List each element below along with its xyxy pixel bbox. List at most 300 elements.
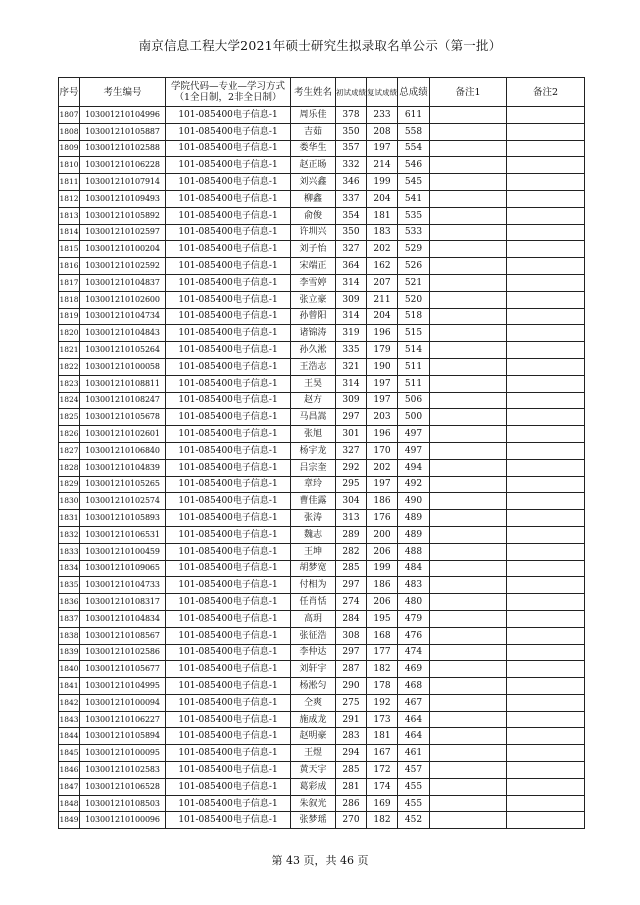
cell-name: 付相为 — [291, 577, 336, 594]
table-row — [59, 123, 585, 140]
cell-program: 101-085400电子信息-1 — [166, 190, 291, 207]
cell-seq: 1847 — [59, 778, 80, 795]
cell-initial-score: 327 — [336, 442, 367, 459]
cell-initial-score: 289 — [336, 526, 367, 543]
cell-total-score: 461 — [398, 745, 430, 762]
cell-name: 赵正旸 — [291, 157, 336, 174]
cell-seq: 1819 — [59, 308, 80, 325]
cell-exam-id: 103001210105893 — [80, 510, 166, 527]
cell-seq: 1839 — [59, 644, 80, 661]
table-row — [59, 426, 585, 443]
admission-table — [58, 77, 585, 829]
cell-note2 — [507, 678, 585, 695]
cell-retest-score: 162 — [367, 258, 398, 275]
cell-note2 — [507, 426, 585, 443]
cell-program: 101-085400电子信息-1 — [166, 308, 291, 325]
cell-initial-score: 292 — [336, 459, 367, 476]
cell-retest-score: 211 — [367, 291, 398, 308]
cell-name: 任肖恬 — [291, 594, 336, 611]
cell-program: 101-085400电子信息-1 — [166, 476, 291, 493]
cell-note1 — [430, 358, 507, 375]
cell-program: 101-085400电子信息-1 — [166, 594, 291, 611]
cell-seq: 1816 — [59, 258, 80, 275]
cell-retest-score: 197 — [367, 375, 398, 392]
cell-program: 101-085400电子信息-1 — [166, 812, 291, 829]
cell-retest-score: 176 — [367, 510, 398, 527]
cell-note1 — [430, 123, 507, 140]
cell-note2 — [507, 577, 585, 594]
cell-exam-id: 103001210105892 — [80, 207, 166, 224]
cell-seq: 1842 — [59, 694, 80, 711]
cell-seq: 1846 — [59, 762, 80, 779]
cell-retest-score: 186 — [367, 493, 398, 510]
cell-note1 — [430, 392, 507, 409]
cell-retest-score: 178 — [367, 678, 398, 695]
cell-note1 — [430, 140, 507, 157]
cell-note2 — [507, 476, 585, 493]
cell-retest-score: 172 — [367, 762, 398, 779]
cell-retest-score: 203 — [367, 409, 398, 426]
cell-note1 — [430, 610, 507, 627]
cell-retest-score: 214 — [367, 157, 398, 174]
cell-note1 — [430, 442, 507, 459]
cell-note2 — [507, 694, 585, 711]
cell-seq: 1838 — [59, 627, 80, 644]
cell-note2 — [507, 308, 585, 325]
cell-total-score: 474 — [398, 644, 430, 661]
cell-total-score: 489 — [398, 526, 430, 543]
cell-program: 101-085400电子信息-1 — [166, 274, 291, 291]
cell-exam-id: 103001210105887 — [80, 123, 166, 140]
cell-exam-id: 103001210109065 — [80, 560, 166, 577]
cell-exam-id: 103001210102574 — [80, 493, 166, 510]
cell-exam-id: 103001210104734 — [80, 308, 166, 325]
table-row — [59, 711, 585, 728]
cell-note2 — [507, 745, 585, 762]
cell-name: 杨淞匀 — [291, 678, 336, 695]
cell-seq: 1814 — [59, 224, 80, 241]
cell-initial-score: 270 — [336, 812, 367, 829]
cell-total-score: 476 — [398, 627, 430, 644]
cell-seq: 1849 — [59, 812, 80, 829]
cell-initial-score: 301 — [336, 426, 367, 443]
cell-retest-score: 206 — [367, 543, 398, 560]
cell-name: 娄华生 — [291, 140, 336, 157]
cell-initial-score: 287 — [336, 661, 367, 678]
table-row — [59, 442, 585, 459]
cell-program: 101-085400电子信息-1 — [166, 258, 291, 275]
col-header-initial-score: 初试成绩 — [336, 78, 367, 107]
cell-retest-score: 204 — [367, 308, 398, 325]
cell-note2 — [507, 610, 585, 627]
cell-total-score: 480 — [398, 594, 430, 611]
cell-retest-score: 199 — [367, 174, 398, 191]
cell-total-score: 545 — [398, 174, 430, 191]
cell-name: 刘轩宇 — [291, 661, 336, 678]
cell-exam-id: 103001210105678 — [80, 409, 166, 426]
cell-note1 — [430, 627, 507, 644]
cell-name: 张立豪 — [291, 291, 336, 308]
cell-name: 胡梦宽 — [291, 560, 336, 577]
cell-exam-id: 103001210104834 — [80, 610, 166, 627]
cell-seq: 1811 — [59, 174, 80, 191]
cell-seq: 1834 — [59, 560, 80, 577]
cell-note2 — [507, 560, 585, 577]
table-row — [59, 325, 585, 342]
cell-total-score: 518 — [398, 308, 430, 325]
cell-initial-score: 304 — [336, 493, 367, 510]
cell-total-score: 488 — [398, 543, 430, 560]
cell-note1 — [430, 526, 507, 543]
cell-name: 吕宗奎 — [291, 459, 336, 476]
table-row — [59, 342, 585, 359]
cell-note2 — [507, 526, 585, 543]
cell-program: 101-085400电子信息-1 — [166, 241, 291, 258]
cell-note1 — [430, 207, 507, 224]
cell-initial-score: 314 — [336, 274, 367, 291]
cell-total-score: 489 — [398, 510, 430, 527]
cell-exam-id: 103001210106840 — [80, 442, 166, 459]
table-row — [59, 375, 585, 392]
cell-note2 — [507, 140, 585, 157]
cell-retest-score: 167 — [367, 745, 398, 762]
cell-note2 — [507, 342, 585, 359]
cell-exam-id: 103001210108317 — [80, 594, 166, 611]
cell-total-score: 490 — [398, 493, 430, 510]
cell-exam-id: 103001210100094 — [80, 694, 166, 711]
cell-seq: 1841 — [59, 678, 80, 695]
cell-initial-score: 275 — [336, 694, 367, 711]
cell-note1 — [430, 510, 507, 527]
cell-retest-score: 190 — [367, 358, 398, 375]
cell-name: 马昌嵩 — [291, 409, 336, 426]
cell-program: 101-085400电子信息-1 — [166, 291, 291, 308]
cell-total-score: 511 — [398, 375, 430, 392]
table-row — [59, 476, 585, 493]
cell-seq: 1822 — [59, 358, 80, 375]
cell-seq: 1824 — [59, 392, 80, 409]
cell-exam-id: 103001210106227 — [80, 711, 166, 728]
cell-retest-score: 196 — [367, 325, 398, 342]
cell-total-score: 494 — [398, 459, 430, 476]
cell-program: 101-085400电子信息-1 — [166, 409, 291, 426]
table-row — [59, 140, 585, 157]
cell-note2 — [507, 594, 585, 611]
col-header-program-line1: 学院代码—专业—学习方式 — [170, 81, 285, 92]
cell-name: 葛彩成 — [291, 778, 336, 795]
cell-retest-score: 182 — [367, 812, 398, 829]
cell-exam-id: 103001210104837 — [80, 274, 166, 291]
cell-program: 101-085400电子信息-1 — [166, 375, 291, 392]
cell-exam-id: 103001210100095 — [80, 745, 166, 762]
cell-note2 — [507, 762, 585, 779]
table-row — [59, 224, 585, 241]
cell-exam-id: 103001210106228 — [80, 157, 166, 174]
cell-exam-id: 103001210104733 — [80, 577, 166, 594]
cell-note2 — [507, 375, 585, 392]
cell-note2 — [507, 123, 585, 140]
cell-program: 101-085400电子信息-1 — [166, 745, 291, 762]
cell-note1 — [430, 476, 507, 493]
cell-name: 朱叙光 — [291, 795, 336, 812]
cell-note2 — [507, 358, 585, 375]
cell-exam-id: 103001210102601 — [80, 426, 166, 443]
cell-program: 101-085400电子信息-1 — [166, 358, 291, 375]
table-row — [59, 778, 585, 795]
cell-note2 — [507, 174, 585, 191]
cell-initial-score: 297 — [336, 577, 367, 594]
cell-program: 101-085400电子信息-1 — [166, 157, 291, 174]
cell-exam-id: 103001210102583 — [80, 762, 166, 779]
cell-initial-score: 286 — [336, 795, 367, 812]
cell-note2 — [507, 661, 585, 678]
cell-total-score: 479 — [398, 610, 430, 627]
table-row — [59, 661, 585, 678]
cell-exam-id: 103001210104995 — [80, 678, 166, 695]
cell-program: 101-085400电子信息-1 — [166, 207, 291, 224]
cell-seq: 1836 — [59, 594, 80, 611]
cell-exam-id: 103001210100459 — [80, 543, 166, 560]
cell-program: 101-085400电子信息-1 — [166, 426, 291, 443]
cell-note1 — [430, 224, 507, 241]
cell-retest-score: 202 — [367, 241, 398, 258]
table-row — [59, 812, 585, 829]
cell-seq: 1843 — [59, 711, 80, 728]
cell-retest-score: 170 — [367, 442, 398, 459]
cell-name: 杨宇龙 — [291, 442, 336, 459]
cell-note1 — [430, 274, 507, 291]
table-row — [59, 493, 585, 510]
table-row — [59, 241, 585, 258]
col-header-seq: 序号 — [59, 78, 80, 107]
cell-note1 — [430, 342, 507, 359]
cell-total-score: 455 — [398, 795, 430, 812]
cell-total-score: 467 — [398, 694, 430, 711]
cell-seq: 1831 — [59, 510, 80, 527]
cell-program: 101-085400电子信息-1 — [166, 627, 291, 644]
cell-total-score: 520 — [398, 291, 430, 308]
cell-program: 101-085400电子信息-1 — [166, 644, 291, 661]
cell-initial-score: 337 — [336, 190, 367, 207]
cell-name: 赵方 — [291, 392, 336, 409]
cell-program: 101-085400电子信息-1 — [166, 694, 291, 711]
col-header-total-score: 总成绩 — [398, 78, 430, 107]
cell-seq: 1848 — [59, 795, 80, 812]
cell-total-score: 546 — [398, 157, 430, 174]
cell-program: 101-085400电子信息-1 — [166, 560, 291, 577]
cell-exam-id: 103001210100058 — [80, 358, 166, 375]
table-header-row — [59, 78, 585, 107]
cell-initial-score: 314 — [336, 375, 367, 392]
table-row — [59, 207, 585, 224]
cell-retest-score: 192 — [367, 694, 398, 711]
cell-exam-id: 103001210104996 — [80, 107, 166, 124]
cell-retest-score: 208 — [367, 123, 398, 140]
cell-note2 — [507, 291, 585, 308]
cell-total-score: 558 — [398, 123, 430, 140]
cell-program: 101-085400电子信息-1 — [166, 661, 291, 678]
cell-total-score: 464 — [398, 711, 430, 728]
cell-seq: 1809 — [59, 140, 80, 157]
cell-name: 吉茹 — [291, 123, 336, 140]
cell-note2 — [507, 442, 585, 459]
cell-note1 — [430, 577, 507, 594]
table-row — [59, 157, 585, 174]
cell-retest-score: 197 — [367, 476, 398, 493]
cell-total-score: 497 — [398, 442, 430, 459]
cell-note1 — [430, 762, 507, 779]
cell-note1 — [430, 258, 507, 275]
cell-total-score: 455 — [398, 778, 430, 795]
cell-seq: 1845 — [59, 745, 80, 762]
table-row — [59, 644, 585, 661]
cell-seq: 1830 — [59, 493, 80, 510]
cell-initial-score: 281 — [336, 778, 367, 795]
cell-name: 赵明豪 — [291, 728, 336, 745]
cell-exam-id: 103001210102597 — [80, 224, 166, 241]
table-row — [59, 543, 585, 560]
cell-exam-id: 103001210105265 — [80, 476, 166, 493]
cell-exam-id: 103001210102592 — [80, 258, 166, 275]
cell-note2 — [507, 728, 585, 745]
cell-exam-id: 103001210109493 — [80, 190, 166, 207]
table-row — [59, 728, 585, 745]
cell-total-score: 483 — [398, 577, 430, 594]
cell-total-score: 484 — [398, 560, 430, 577]
cell-note1 — [430, 745, 507, 762]
cell-exam-id: 103001210106531 — [80, 526, 166, 543]
table-row — [59, 610, 585, 627]
cell-note1 — [430, 795, 507, 812]
cell-note1 — [430, 812, 507, 829]
cell-initial-score: 332 — [336, 157, 367, 174]
cell-initial-score: 285 — [336, 560, 367, 577]
cell-name: 俞俊 — [291, 207, 336, 224]
cell-retest-score: 206 — [367, 594, 398, 611]
cell-program: 101-085400电子信息-1 — [166, 610, 291, 627]
cell-note1 — [430, 426, 507, 443]
cell-total-score: 533 — [398, 224, 430, 241]
cell-note2 — [507, 258, 585, 275]
cell-program: 101-085400电子信息-1 — [166, 526, 291, 543]
cell-total-score: 468 — [398, 678, 430, 695]
cell-seq: 1810 — [59, 157, 80, 174]
cell-name: 王昊 — [291, 375, 336, 392]
cell-exam-id: 103001210104839 — [80, 459, 166, 476]
cell-exam-id: 103001210108811 — [80, 375, 166, 392]
cell-note1 — [430, 308, 507, 325]
table-row — [59, 459, 585, 476]
cell-program: 101-085400电子信息-1 — [166, 678, 291, 695]
cell-retest-score: 168 — [367, 627, 398, 644]
cell-name: 许圳兴 — [291, 224, 336, 241]
cell-note2 — [507, 510, 585, 527]
cell-initial-score: 346 — [336, 174, 367, 191]
col-header-exam-id: 考生编号 — [80, 78, 166, 107]
cell-total-score: 535 — [398, 207, 430, 224]
cell-program: 101-085400电子信息-1 — [166, 728, 291, 745]
cell-retest-score: 197 — [367, 392, 398, 409]
cell-exam-id: 103001210106528 — [80, 778, 166, 795]
cell-note2 — [507, 190, 585, 207]
cell-initial-score: 285 — [336, 762, 367, 779]
col-header-name: 考生姓名 — [291, 78, 336, 107]
cell-exam-id: 103001210105894 — [80, 728, 166, 745]
cell-exam-id: 103001210108503 — [80, 795, 166, 812]
cell-initial-score: 282 — [336, 543, 367, 560]
cell-total-score: 514 — [398, 342, 430, 359]
table-row — [59, 274, 585, 291]
cell-initial-score: 297 — [336, 644, 367, 661]
cell-total-score: 492 — [398, 476, 430, 493]
cell-retest-score: 183 — [367, 224, 398, 241]
table-row — [59, 174, 585, 191]
cell-exam-id: 103001210102586 — [80, 644, 166, 661]
cell-total-score: 464 — [398, 728, 430, 745]
cell-name: 刘兴鑫 — [291, 174, 336, 191]
cell-name: 曹佳露 — [291, 493, 336, 510]
cell-name: 高玥 — [291, 610, 336, 627]
cell-seq: 1833 — [59, 543, 80, 560]
cell-total-score: 529 — [398, 241, 430, 258]
cell-retest-score: 200 — [367, 526, 398, 543]
cell-note1 — [430, 409, 507, 426]
table-row — [59, 678, 585, 695]
table-row — [59, 358, 585, 375]
table-row — [59, 694, 585, 711]
cell-note1 — [430, 107, 507, 124]
cell-exam-id: 103001210102600 — [80, 291, 166, 308]
cell-program: 101-085400电子信息-1 — [166, 711, 291, 728]
cell-name: 孙久淞 — [291, 342, 336, 359]
cell-name: 施成龙 — [291, 711, 336, 728]
cell-initial-score: 335 — [336, 342, 367, 359]
cell-seq: 1817 — [59, 274, 80, 291]
cell-retest-score: 169 — [367, 795, 398, 812]
cell-note1 — [430, 711, 507, 728]
cell-initial-score: 291 — [336, 711, 367, 728]
cell-total-score: 457 — [398, 762, 430, 779]
cell-initial-score: 295 — [336, 476, 367, 493]
cell-initial-score: 357 — [336, 140, 367, 157]
cell-initial-score: 290 — [336, 678, 367, 695]
cell-seq: 1812 — [59, 190, 80, 207]
col-header-retest-score: 复试成绩 — [367, 78, 398, 107]
cell-initial-score: 378 — [336, 107, 367, 124]
document-title: 南京信息工程大学2021年硕士研究生拟录取名单公示（第一批） — [138, 38, 502, 53]
cell-seq: 1835 — [59, 577, 80, 594]
cell-retest-score: 173 — [367, 711, 398, 728]
cell-initial-score: 284 — [336, 610, 367, 627]
cell-note2 — [507, 325, 585, 342]
cell-initial-score: 308 — [336, 627, 367, 644]
cell-name: 刘子怡 — [291, 241, 336, 258]
cell-name: 王坤 — [291, 543, 336, 560]
cell-retest-score: 197 — [367, 140, 398, 157]
cell-note2 — [507, 274, 585, 291]
cell-note2 — [507, 392, 585, 409]
col-header-program — [166, 78, 291, 107]
page-number: 第 43 页，共 46 页 — [271, 854, 369, 867]
cell-note2 — [507, 543, 585, 560]
cell-note1 — [430, 174, 507, 191]
cell-total-score: 611 — [398, 107, 430, 124]
cell-program: 101-085400电子信息-1 — [166, 795, 291, 812]
cell-note1 — [430, 241, 507, 258]
cell-seq: 1832 — [59, 526, 80, 543]
cell-total-score: 500 — [398, 409, 430, 426]
cell-seq: 1829 — [59, 476, 80, 493]
